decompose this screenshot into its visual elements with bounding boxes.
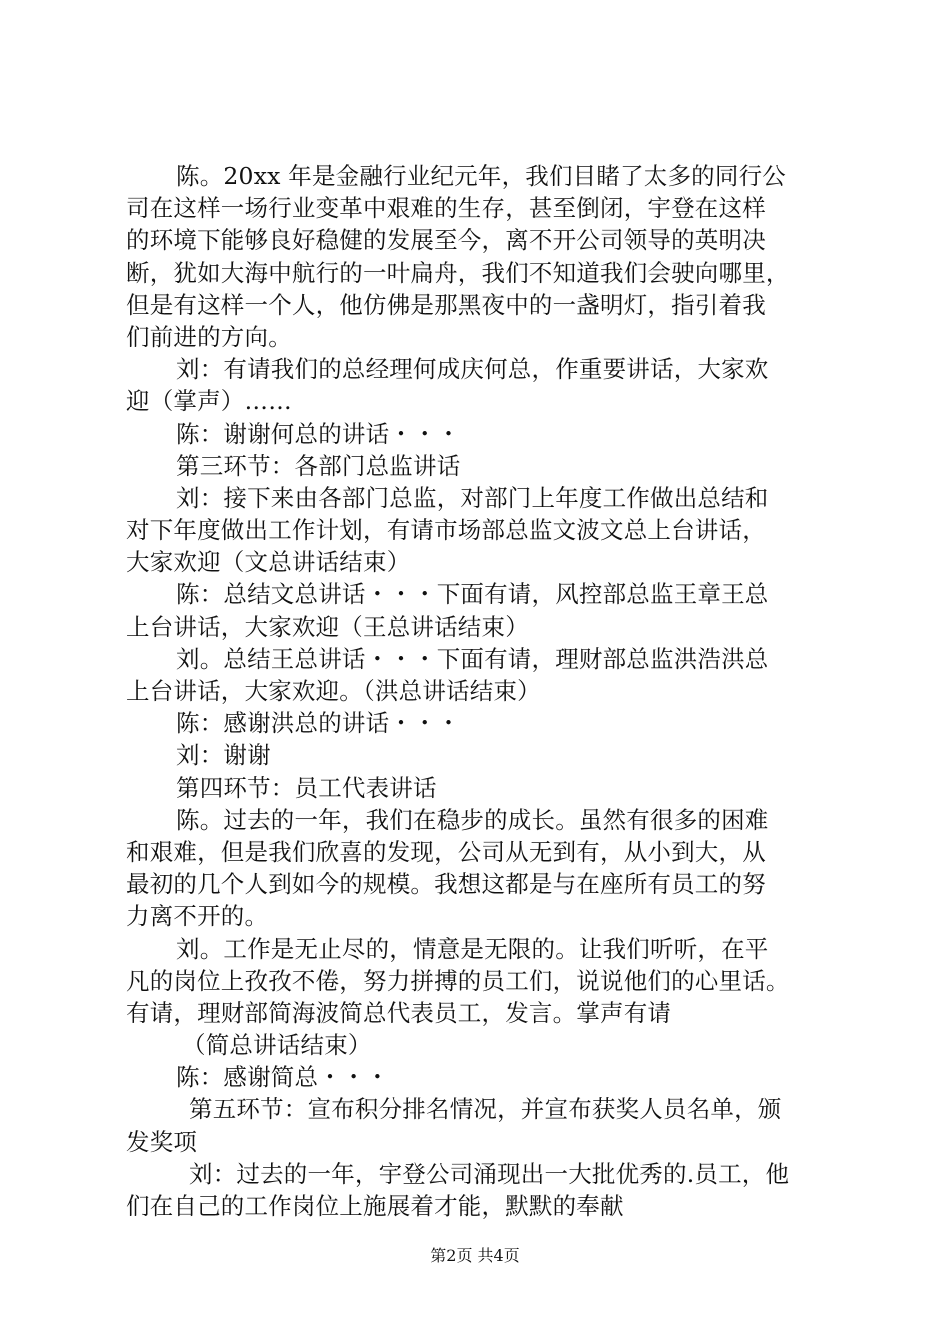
text-line: 的环境下能够良好稳健的发展至今，离不开公司领导的英明决 xyxy=(126,226,766,255)
text-line: 最初的几个人到如今的规模。我想这都是与在座所有员工的努 xyxy=(126,870,766,899)
text-line: 陈。20xx 年是金融行业纪元年，我们目睹了太多的同行公 xyxy=(176,162,786,190)
text-line: 们前进的方向。 xyxy=(126,322,292,351)
text-line: 上台讲话，大家欢迎（王总讲话结束） xyxy=(126,612,529,641)
text-line: 和艰难，但是我们欣喜的发现，公司从无到有，从小到大，从 xyxy=(126,837,766,866)
text-line: 刘：谢谢 xyxy=(176,741,271,770)
text-line: 刘。总结王总讲话・・・下面有请，理财部总监洪浩洪总 xyxy=(176,644,769,673)
text-line: 刘：接下来由各部门总监，对部门上年度工作做出总结和 xyxy=(176,483,769,512)
text-line: 刘：有请我们的总经理何成庆何总，作重要讲话，大家欢 xyxy=(176,355,769,384)
text-line: 大家欢迎（文总讲话结束） xyxy=(126,548,411,577)
text-line: 陈：谢谢何总的讲话・・・ xyxy=(176,419,461,448)
text-line: （简总讲话结束） xyxy=(182,1031,372,1060)
text-line: 陈：总结文总讲话・・・下面有请，风控部总监王章王总 xyxy=(176,580,769,609)
text-line: 力离不开的。 xyxy=(126,902,269,931)
text-line: 们在自己的工作岗位上施展着才能，默默的奉献 xyxy=(126,1192,624,1220)
text-line: 但是有这样一个人，他仿佛是那黑夜中的一盏明灯，指引着我 xyxy=(126,290,766,319)
text-line: 刘：过去的一年，宇登公司涌现出一大批优秀的.员工，他 xyxy=(189,1159,790,1188)
text-line: 断，犹如大海中航行的一叶扁舟，我们不知道我们会驶向哪里， xyxy=(126,258,790,287)
page-footer: 第2页 共4页 xyxy=(430,1246,520,1265)
text-line: 第五环节：宣布积分排名情况，并宣布获奖人员名单，颁 xyxy=(189,1095,782,1124)
text-line: 陈：感谢简总・・・ xyxy=(176,1063,390,1092)
text-line: 对下年度做出工作计划，有请市场部总监文波文总上台讲话， xyxy=(126,516,766,545)
document-body xyxy=(126,160,846,1222)
text-line: 发奖项 xyxy=(126,1127,198,1156)
text-line: 上台讲话，大家欢迎。（洪总讲话结束） xyxy=(126,677,541,705)
text-line: 迎（掌声）…… xyxy=(126,387,292,416)
text-line: 第三环节：各部门总监讲话 xyxy=(176,451,461,480)
text-line: 司在这样一场行业变革中艰难的生存，甚至倒闭，宇登在这样 xyxy=(126,194,766,223)
text-line: 第四环节：员工代表讲话 xyxy=(176,773,437,802)
text-line: 刘。工作是无止尽的，情意是无限的。让我们听听，在平 xyxy=(176,934,769,963)
text-line: 陈。过去的一年，我们在稳步的成长。虽然有很多的困难 xyxy=(176,805,769,834)
text-line: 凡的岗位上孜孜不倦，努力拼搏的员工们，说说他们的心里话。 xyxy=(126,966,790,995)
text-line: 陈：感谢洪总的讲话・・・ xyxy=(176,709,461,738)
text-line: 有请，理财部简海波简总代表员工，发言。掌声有请 xyxy=(126,998,672,1027)
